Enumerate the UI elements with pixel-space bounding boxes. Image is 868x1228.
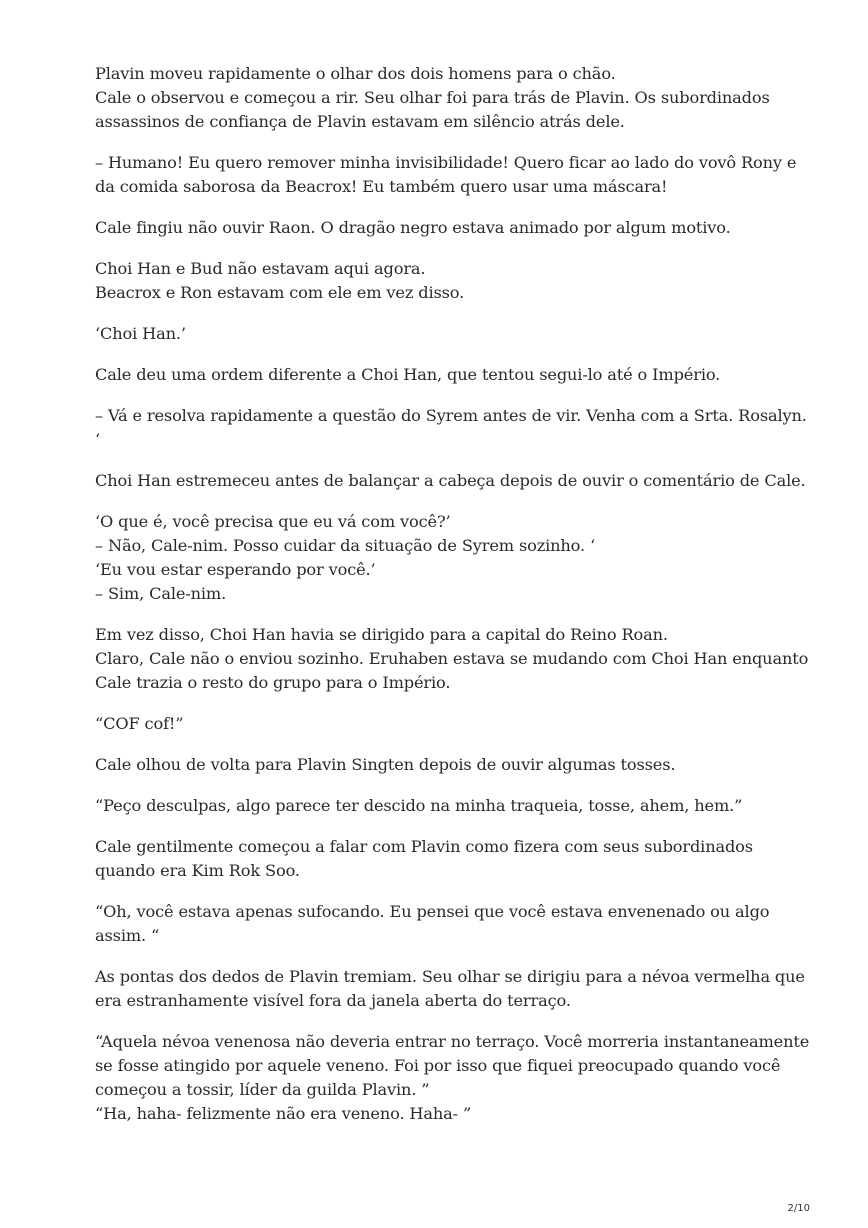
text-line: Em vez disso, Choi Han havia se dirigido para a capital do Reino Roan. xyxy=(95,625,668,644)
text-line: ‘O que é, você precisa que eu vá com você?’ xyxy=(95,512,451,531)
text-line: – Vá e resolva rapidamente a questão do Syrem antes de vir. Venha com a Srta. Rosalyn. xyxy=(95,406,807,425)
paragraph xyxy=(95,965,805,1013)
paragraph xyxy=(95,151,795,199)
paragraph xyxy=(95,623,809,695)
text-line: assim. “ xyxy=(95,926,160,945)
text-line: Beacrox e Ron estavam com ele em vez disso. xyxy=(95,283,465,302)
text-line: Cale trazia o resto do grupo para o Império. xyxy=(95,673,451,692)
paragraph xyxy=(95,257,795,305)
text-line: Choi Han e Bud não estavam aqui agora. xyxy=(95,259,426,278)
paragraph xyxy=(95,469,806,493)
text-line: era estranhamente visível fora da janela aberta do terraço. xyxy=(95,991,571,1010)
text-line: Cale deu uma ordem diferente a Choi Han, que tentou segui-lo até o Império. xyxy=(95,365,721,384)
paragraph xyxy=(95,322,795,346)
text-line: quando era Kim Rok Soo. xyxy=(95,861,300,880)
text-line: ‘Eu vou estar esperando por você.’ xyxy=(95,560,376,579)
text-line: ‘Choi Han.’ xyxy=(95,324,186,343)
text-line: “Aquela névoa venenosa não deveria entrar no terraço. Você morreria instantaneamente xyxy=(95,1032,810,1051)
text-line: começou a tossir, líder da guilda Plavin. ” xyxy=(95,1080,430,1099)
text-line: “Ha, haha- felizmente não era veneno. Haha- ” xyxy=(95,1104,472,1123)
text-line: Cale olhou de volta para Plavin Singten depois de ouvir algumas tosses. xyxy=(95,755,676,774)
text-line: As pontas dos dedos de Plavin tremiam. Seu olhar se dirigiu para a névoa vermelha que xyxy=(95,967,805,986)
paragraph xyxy=(95,363,795,387)
paragraph xyxy=(95,900,795,948)
text-line: – Sim, Cale-nim. xyxy=(95,584,227,603)
paragraph xyxy=(95,404,807,452)
text-line: “Oh, você estava apenas sufocando. Eu pensei que você estava envenenado ou algo xyxy=(95,902,770,921)
text-line: Choi Han estremeceu antes de balançar a cabeça depois de ouvir o comentário de Cale. xyxy=(95,471,806,490)
text-line: se fosse atingido por aquele veneno. Foi por isso que fiquei preocupado quando você xyxy=(95,1056,781,1075)
text-line: “Peço desculpas, algo parece ter descido na minha traqueia, tosse, ahem, hem.” xyxy=(95,796,743,815)
text-line: assassinos de confiança de Plavin estavam em silêncio atrás dele. xyxy=(95,112,625,131)
paragraph xyxy=(95,1030,810,1126)
text-line: “COF cof!” xyxy=(95,714,184,733)
text-line: da comida saborosa da Beacrox! Eu também quero usar uma máscara! xyxy=(95,177,668,196)
text-line: Cale gentilmente começou a falar com Plavin como fizera com seus subordinados xyxy=(95,837,753,856)
paragraph xyxy=(95,835,795,883)
text-line: Claro, Cale não o enviou sozinho. Eruhaben estava se mudando com Choi Han enquanto xyxy=(95,649,809,668)
paragraph xyxy=(95,794,795,818)
paragraph xyxy=(95,753,795,777)
paragraph xyxy=(95,216,795,240)
text-line: Cale fingiu não ouvir Raon. O dragão negro estava animado por algum motivo. xyxy=(95,218,731,237)
paragraph xyxy=(95,712,795,736)
paragraph xyxy=(95,510,795,606)
text-line: – Não, Cale-nim. Posso cuidar da situação de Syrem sozinho. ‘ xyxy=(95,536,595,555)
text-line: – Humano! Eu quero remover minha invisibilidade! Quero ficar ao lado do vovô Rony e xyxy=(95,153,797,172)
document-body xyxy=(95,62,810,1143)
text-line: ‘ xyxy=(95,430,100,449)
page-number: 2/10 xyxy=(787,1203,810,1214)
text-line: Cale o observou e começou a rir. Seu olhar foi para trás de Plavin. Os subordinados xyxy=(95,88,770,107)
text-line: Plavin moveu rapidamente o olhar dos dois homens para o chão. xyxy=(95,64,616,83)
paragraph xyxy=(95,62,795,134)
